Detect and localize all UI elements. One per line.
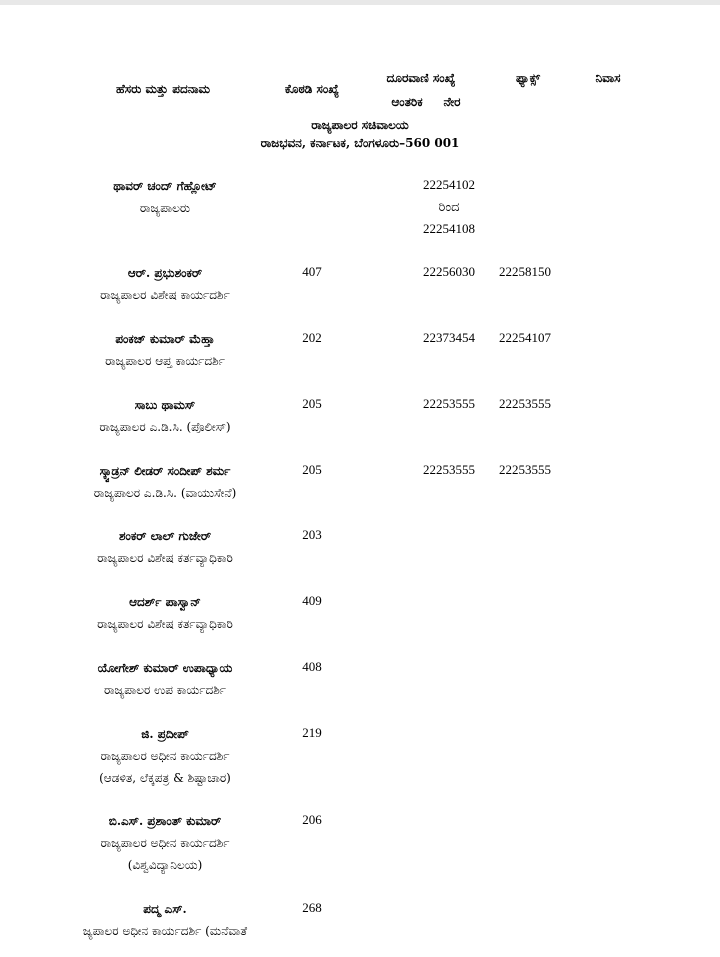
entry-designation: ರಾಜ್ಯಪಾಲರ ವಿಶೇಷ ಕರ್ತವ್ಯಾಧಿಕಾರಿ	[97, 551, 233, 565]
entry-room-number: 219	[302, 725, 322, 740]
entry-fax-number: 22254107	[499, 330, 551, 345]
entry-name: ಸ್ಕ್ವಾಡ್ರನ್ ಲೀಡರ್ ಸಂದೀಪ್ ಶರ್ಮ	[99, 464, 231, 478]
header-name-designation: ಹೆಸರು ಮತ್ತು ಪದನಾಮ	[115, 82, 211, 96]
entry-designation: ಜ್ಯಪಾಲರ ಅಧೀನ ಕಾರ್ಯದರ್ಶಿ (ಮನೆವಾತೆ	[82, 924, 248, 938]
entry-room-number: 408	[302, 659, 322, 674]
entry-room-number: 203	[302, 527, 322, 542]
office-address: ರಾಜಭವನ, ಕರ್ನಾಟಕ, ಬೆಂಗಳೂರು–560 001	[260, 136, 460, 150]
entry-name: ಆದರ್ಶ್ ಪಾಸ್ವಾನ್	[129, 595, 201, 609]
header-fax: ಫ್ಯಾಕ್ಸ್	[515, 71, 541, 85]
header-room-number: ಕೊಠಡಿ ಸಂಖ್ಯೆ	[284, 82, 340, 96]
entry-name: ಪದ್ಮ ಎಸ್.	[143, 902, 187, 916]
entry-designation: ರಾಜ್ಯಪಾಲರ ಆಪ್ತ ಕಾರ್ಯದರ್ಶಿ	[105, 354, 225, 368]
entry-direct-phone: 22256030	[423, 264, 475, 279]
entry-room-number: 205	[302, 396, 322, 411]
entry-room-number: 409	[302, 593, 322, 608]
entry-designation: ರಾಜ್ಯಪಾಲರ ಎ.ಡಿ.ಸಿ. (ಪೊಲೀಸ್)	[99, 420, 231, 434]
entry-designation: ರಾಜ್ಯಪಾಲರ ಅಧೀನ ಕಾರ್ಯದರ್ಶಿ	[100, 749, 230, 763]
office-name: ರಾಜ್ಯಪಾಲರ ಸಚಿವಾಲಯ	[311, 118, 409, 132]
header-telephone: ದೂರವಾಣಿ ಸಂಖ್ಯೆ	[386, 71, 456, 85]
header-internal: ಆಂತರಿಕ	[391, 95, 423, 109]
entry-name: ಪಂಕಜ್ ಕುಮಾರ್ ಮೆಹ್ತಾ	[115, 332, 215, 346]
entry-designation: ರಾಜ್ಯಪಾಲರ ಅಧೀನ ಕಾರ್ಯದರ್ಶಿ	[100, 836, 230, 850]
entry-room-number: 407	[302, 264, 322, 279]
entry-name: ಬಿ.ಎಸ್. ಪ್ರಶಾಂತ್ ಕುಮಾರ್	[108, 814, 222, 828]
entry-designation: ರಾಜ್ಯಪಾಲರ ಉಪ ಕಾರ್ಯದರ್ಶಿ	[103, 683, 227, 697]
entry-name: ಯೋಗೇಶ್ ಕುಮಾರ್ ಉಪಾಧ್ಯಾಯ	[97, 661, 233, 675]
entry-name: ಸಾಬು ಥಾಮಸ್	[134, 398, 196, 412]
entry-direct-phone: ರಿಂದ	[438, 199, 460, 214]
entry-direct-phone: 22253555	[423, 396, 475, 411]
entry-fax-number: 22253555	[499, 462, 551, 477]
entry-designation: (ವಿಶ್ವವಿದ್ಯಾನಿಲಯ)	[127, 858, 203, 872]
header-residence: ನಿವಾಸ	[595, 71, 621, 85]
entry-designation: (ಆಡಳಿತ, ಲೆಕ್ಕಪತ್ರ & ಶಿಷ್ಟಾಚಾರ)	[99, 771, 231, 785]
entry-name: ಥಾವರ್ ಚಂದ್ ಗೆಹ್ಲೋಟ್	[113, 179, 217, 193]
entry-designation: ರಾಜ್ಯಪಾಲರ ವಿಶೇಷ ಕಾರ್ಯದರ್ಶಿ	[100, 288, 230, 302]
entry-room-number: 205	[302, 462, 322, 477]
entry-direct-phone: 22254102	[423, 177, 475, 192]
entry-direct-phone: 22373454	[423, 330, 475, 345]
entry-room-number: 202	[302, 330, 322, 345]
page-top-edge	[0, 0, 720, 5]
entry-fax-number: 22253555	[499, 396, 551, 411]
entry-designation: ರಾಜ್ಯಪಾಲರು	[139, 201, 191, 215]
header-direct: ನೇರ	[443, 95, 461, 109]
entry-designation: ರಾಜ್ಯಪಾಲರ ವಿಶೇಷ ಕರ್ತವ್ಯಾಧಿಕಾರಿ	[97, 617, 233, 631]
entry-room-number: 206	[302, 812, 322, 827]
entry-fax-number: 22258150	[499, 264, 551, 279]
entry-room-number: 268	[302, 900, 322, 915]
entry-direct-phone: 22254108	[423, 221, 475, 236]
entry-name: ಜಿ. ಪ್ರದೀಪ್	[141, 727, 189, 741]
entry-name: ಶಂಕರ್ ಲಾಲ್ ಗುಜೇರ್	[118, 529, 212, 543]
entry-direct-phone: 22253555	[423, 462, 475, 477]
entry-name: ಆರ್. ಪ್ರಭುಶಂಕರ್	[127, 266, 203, 280]
entry-designation: ರಾಜ್ಯಪಾಲರ ಎ.ಡಿ.ಸಿ. (ವಾಯುಸೇನೆ)	[93, 486, 237, 500]
